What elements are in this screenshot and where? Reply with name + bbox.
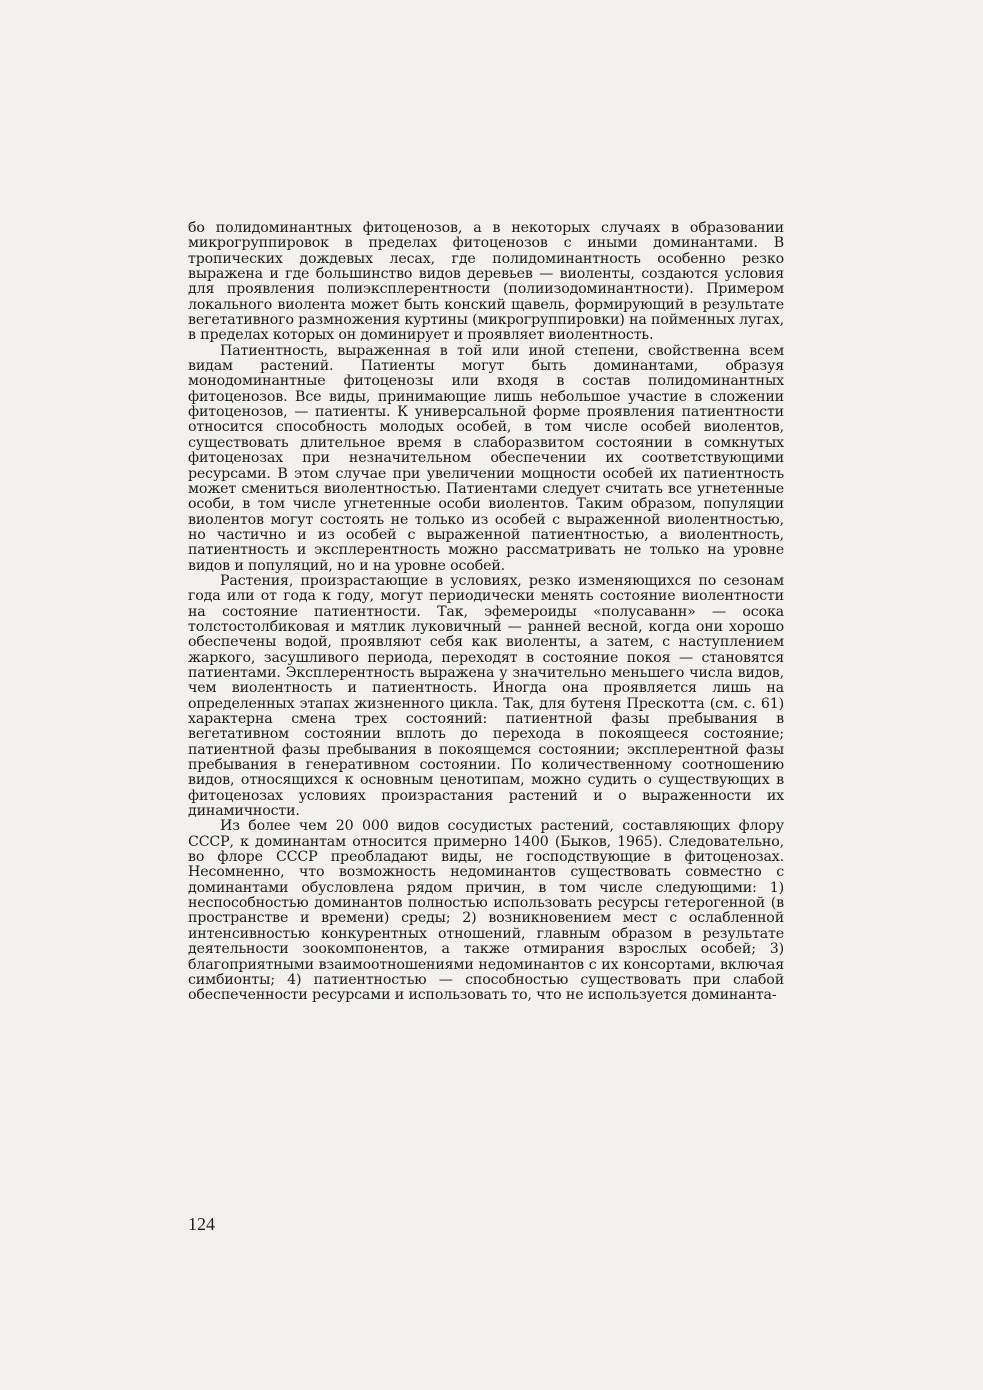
page-number: 124 [188,1214,215,1234]
paragraph-3: Растения, произрастающие в условиях, резко изменяющихся по сезонам года или от года к году, могут периодически менять состояние виолентности на состояние патиентности. Так, эфемероиды «полусаванн» — осока толстостолбиковая и мятлик луковичный — ранней весной, когда они хорошо обеспечены водой, проявляют себя как виоленты, а затем, с наступлением жаркого, засушливого периода, переходят в состояние покоя — становятся патиентами. Эксплерентность выражена у значительно меньшего числа видов, чем виолентность и патиентность. Иногда она проявляется лишь на определенных этапах жизненного цикла. Так, для бутеня Прескотта (см. с. 61) характерна смена трех состояний: патиентной фазы пребывания в вегетативном состоянии вплоть до перехода в покоящееся состояние; патиентной фазы пребывания в покоящемся состоянии; эксплерентной фазы пребывания в генеративном состоянии. По количественному соотношению видов, относящихся к основным ценотипам, можно судить о существующих в фитоценозах условиях произрастания растений и о выраженности их динамичности. [188,572,784,820]
paragraph-1: бо полидоминантных фитоценозов, а в некоторых случаях в образовании микрогруппировок в пределах фитоценозов с иными доминантами. В тропических дождевых лесах, где полидоминантность особенно резко выражена и где большинство видов деревьев — виоленты, создаются условия для проявления полиэксплерентности (полиизодоминантности). Примером локального виолента может быть конский щавель, формирующий в результате вегетативного размножения куртины (микрогруппировки) на пойменных лугах, в пределах которых он доминирует и проявляет виолентность. [188,220,785,344]
body-text [188,221,784,1004]
paragraph-2: Патиентность, выраженная в той или иной степени, свойственна всем видам растений. Патиенты могут быть доминантами, образуя монодоминантные фитоценозы или входя в состав полидоминантных фитоценозов. Все виды, принимающие лишь небольшое участие в сложении фитоценозов, — патиенты. К универсальной форме проявления патиентности относится способность молодых особей, в том числе особей виолентов, существовать длительное время в слаборазвитом состоянии в сомкнутых фитоценозах при незначительном обеспечении их соответствующими ресурсами. В этом случае при увеличении мощности особей их патиентность может смениться виолентностью. Патиентами следует считать все угнетенные особи, в том числе угнетенные особи виолентов. Таким образом, популяции виолентов могут состоять не только из особей с выраженной виолентностью, но частично и из особей с выраженной патиентностью, а виолентность, патиентность и эксплерентность можно рассматривать не только на уровне видов и популяций, но и на уровне особей. [188,342,784,574]
paragraph-4: Из более чем 20 000 видов сосудистых растений, составляющих флору СССР, к доминантам относится примерно 1400 (Быков, 1965). Следовательно, во флоре СССР преобладают виды, не господствующие в фитоценозах. Несомненно, что возможность недоминантов существовать совместно с доминантами обусловлена рядом причин, в том числе следующими: 1) неспособностью доминантов полностью использовать ресурсы гетерогенной (в пространстве и времени) среды; 2) возникновением мест с ослабленной интенсивностью конкурентных отношений, главным образом в результате деятельности зоокомпонентов, а также отмирания взрослых особей; 3) благоприятными взаимоотношениями недоминантов с их консортами, включая симбионты; 4) патиентностью — способностью существовать при слабой обеспеченности ресурсами и использовать то, что не используется доминанта- [188,818,784,1004]
